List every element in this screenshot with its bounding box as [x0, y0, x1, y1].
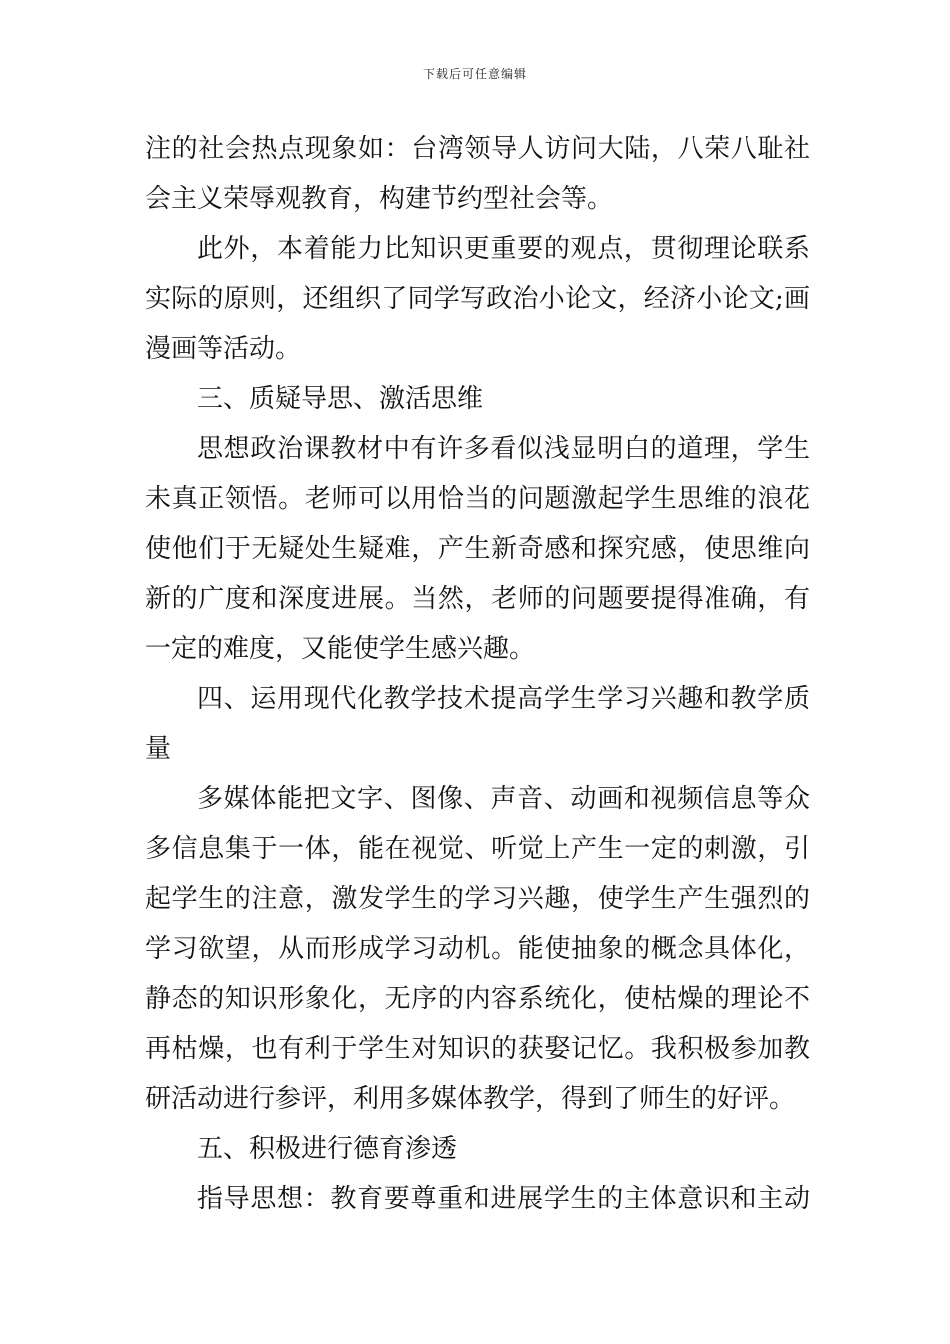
text-line: 多信息集于一体，能在视觉、听觉上产生一定的刺激，引 — [145, 834, 810, 864]
text-line: 一定的难度，又能使学生感兴趣。 — [145, 634, 536, 664]
text-line: 静态的知识形象化，无序的内容系统化，使枯燥的理论不 — [145, 984, 810, 1014]
section-heading-4: 四、运用现代化教学技术提高学生学习兴趣和教学质 — [197, 684, 810, 714]
section-heading-3: 三、质疑导思、激活思维 — [197, 384, 484, 414]
text-line: 注的社会热点现象如：台湾领导人访问大陆，八荣八耻社 — [145, 134, 810, 164]
text-line: 再枯燥，也有利于学生对知识的获娶记忆。我积极参加教 — [145, 1034, 810, 1064]
document-body — [145, 124, 810, 1224]
text-line: 使他们于无疑处生疑难，产生新奇感和探究感，使思维向 — [145, 534, 810, 564]
text-line: 漫画等活动。 — [145, 334, 302, 364]
section-heading-4-continued: 量 — [145, 734, 172, 764]
text-line: 学习欲望，从而形成学习动机。能使抽象的概念具体化， — [145, 934, 810, 964]
paragraph-first-line: 思想政治课教材中有许多看似浅显明白的道理，学生 — [197, 434, 810, 464]
page-header-note: 下载后可任意编辑 — [422, 67, 527, 81]
text-line: 未真正领悟。老师可以用恰当的问题激起学生思维的浪花 — [145, 484, 810, 514]
text-line: 研活动进行参评，利用多媒体教学，得到了师生的好评。 — [145, 1084, 796, 1114]
text-line: 会主义荣辱观教育，构建节约型社会等。 — [145, 184, 614, 214]
text-line: 新的广度和深度进展。当然，老师的问题要提得准确，有 — [145, 584, 810, 614]
paragraph-first-line: 此外，本着能力比知识更重要的观点，贯彻理论联系 — [197, 234, 810, 264]
text-line: 实际的原则，还组织了同学写政治小论文，经济小论文;画 — [145, 284, 810, 314]
paragraph-first-line: 指导思想：教育要尊重和进展学生的主体意识和主动 — [197, 1184, 810, 1214]
paragraph-first-line: 多媒体能把文字、图像、声音、动画和视频信息等众 — [197, 784, 810, 814]
text-line: 起学生的注意，激发学生的学习兴趣，使学生产生强烈的 — [145, 884, 810, 914]
section-heading-5: 五、积极进行德育渗透 — [197, 1134, 458, 1164]
